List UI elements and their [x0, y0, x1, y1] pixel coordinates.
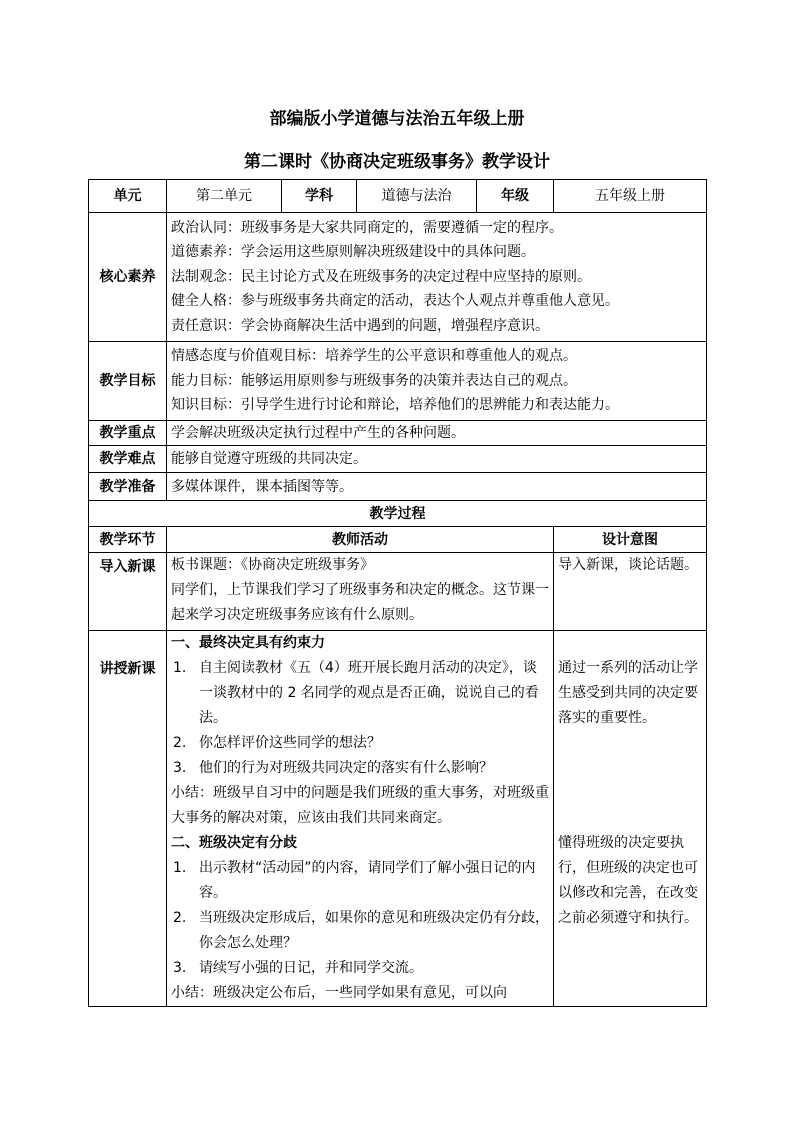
teach-activity — [167, 631, 554, 1007]
section-1-item — [171, 731, 549, 756]
section-1-item — [171, 756, 549, 781]
intro-intent: 导入新课，谈论话题。 — [554, 553, 707, 631]
intro-activity — [167, 553, 554, 631]
prep-label: 教学准备 — [89, 473, 167, 501]
document-title: 部编版小学道德与法治五年级上册 — [269, 109, 525, 129]
intro-row — [89, 553, 707, 631]
section-2-title: 二、班级决定有分歧 — [171, 835, 297, 851]
difficulty-text: 能够自觉遵守班级的共同决定。 — [167, 446, 707, 473]
item-text: 自主阅读教材《五（4）班开展长跑月活动的决定》，谈一谈教材中的 2 名同学的观点是否正确，说说自己的看法。 — [199, 660, 539, 726]
core-label: 核心素养 — [89, 213, 167, 342]
process-title-row — [89, 501, 707, 527]
process-title: 教学过程 — [89, 501, 707, 527]
item-number: 3. — [173, 960, 187, 976]
section-1-title: 一、最终决定具有约束力 — [171, 635, 325, 651]
unit-label: 单元 — [89, 180, 167, 213]
section-2-summary: 小结：班级决定公布后，一些同学如果有意见，可以向 — [171, 985, 507, 1001]
goals-content — [167, 342, 707, 421]
item-text: 你怎样评价这些同学的想法？ — [199, 735, 381, 751]
section-1-intent: 通过一系列的活动让学生感受到共同的决定要落实的重要性。 — [558, 660, 698, 726]
intro-stage: 导入新课 — [89, 553, 167, 631]
stage-header: 教学环节 — [89, 527, 167, 553]
core-line: 法制观念：民主讨论方式及在班级事务的决定过程中应坚持的原则。 — [171, 268, 591, 285]
item-text: 出示教材“活动园”的内容，请同学们了解小强日记的内容。 — [199, 860, 536, 901]
item-number: 1. — [173, 860, 187, 876]
core-line: 政治认同：班级事务是大家共同商定的，需要遵循一定的程序。 — [171, 219, 563, 236]
goals-line: 能力目标：能够运用原则参与班级事务的决策并表达自己的观点。 — [171, 372, 577, 389]
item-text: 他们的行为对班级共同决定的落实有什么影响？ — [199, 760, 493, 776]
core-line: 健全人格：参与班级事务共商定的活动，表达个人观点并尊重他人意见。 — [171, 293, 619, 310]
goals-row — [89, 342, 707, 421]
goals-line: 知识目标：引导学生进行讨论和辩论，培养他们的思辨能力和表达能力。 — [171, 397, 619, 414]
difficulty-row — [89, 446, 707, 473]
activity-header: 教师活动 — [167, 527, 554, 553]
teach-intent — [554, 631, 707, 1007]
difficulty-label: 教学难点 — [89, 446, 167, 473]
section-2-intent: 懂得班级的决定要执行，但班级的决定也可以修改和完善，在改变之前必须遵守和执行。 — [558, 835, 698, 926]
core-line: 道德素养：学会运用这些原则解决班级建设中的具体问题。 — [171, 244, 535, 261]
item-text: 当班级决定形成后，如果你的意见和班级决定仍有分歧，你会怎么处理？ — [199, 910, 549, 951]
prep-row — [89, 473, 707, 501]
focus-row — [89, 421, 707, 446]
item-number: 2. — [173, 735, 187, 751]
unit-value: 第二单元 — [167, 180, 282, 213]
core-line: 责任意识：学会协商解决生活中遇到的问题，增强程序意识。 — [171, 317, 549, 334]
item-text: 请续写小强的日记，并和同学交流。 — [199, 960, 423, 976]
intro-line: 同学们，上节课我们学习了班级事务和决定的概念。这节课一起来学习决定班级事务应该有什么原则。 — [171, 582, 549, 623]
grade-label: 年级 — [477, 180, 554, 213]
lesson-plan-table — [88, 179, 707, 1007]
focus-label: 教学重点 — [89, 421, 167, 446]
teach-row — [89, 631, 707, 1007]
item-number: 3. — [173, 760, 187, 776]
prep-text: 多媒体课件，课本插图等等。 — [167, 473, 707, 501]
item-number: 1. — [173, 660, 187, 676]
lesson-title: 第二课时《协商决定班级事务》教学设计 — [244, 152, 550, 172]
goals-label: 教学目标 — [89, 342, 167, 421]
section-1-item — [171, 656, 549, 731]
section-2-item — [171, 956, 549, 981]
item-number: 2. — [173, 910, 187, 926]
subject-value: 道德与法治 — [357, 180, 477, 213]
section-1-summary: 小结：班级早自习中的问题是我们班级的重大事务，对班级重大事务的解决对策，应该由我们共同来商定。 — [171, 785, 549, 826]
section-2-item — [171, 856, 549, 906]
intro-line: 板书课题：《协商决定班级事务》 — [171, 557, 374, 573]
focus-text: 学会解决班级决定执行过程中产生的各种问题。 — [167, 421, 707, 446]
goals-line: 情感态度与价值观目标：培养学生的公平意识和尊重他人的观点。 — [171, 348, 577, 365]
core-row — [89, 213, 707, 342]
intent-header: 设计意图 — [554, 527, 707, 553]
grade-value: 五年级上册 — [554, 180, 707, 213]
section-2-item — [171, 906, 549, 956]
info-row — [89, 180, 707, 213]
subject-label: 学科 — [282, 180, 357, 213]
process-header-row — [89, 527, 707, 553]
teach-stage: 讲授新课 — [89, 631, 167, 1007]
core-content — [167, 213, 707, 342]
